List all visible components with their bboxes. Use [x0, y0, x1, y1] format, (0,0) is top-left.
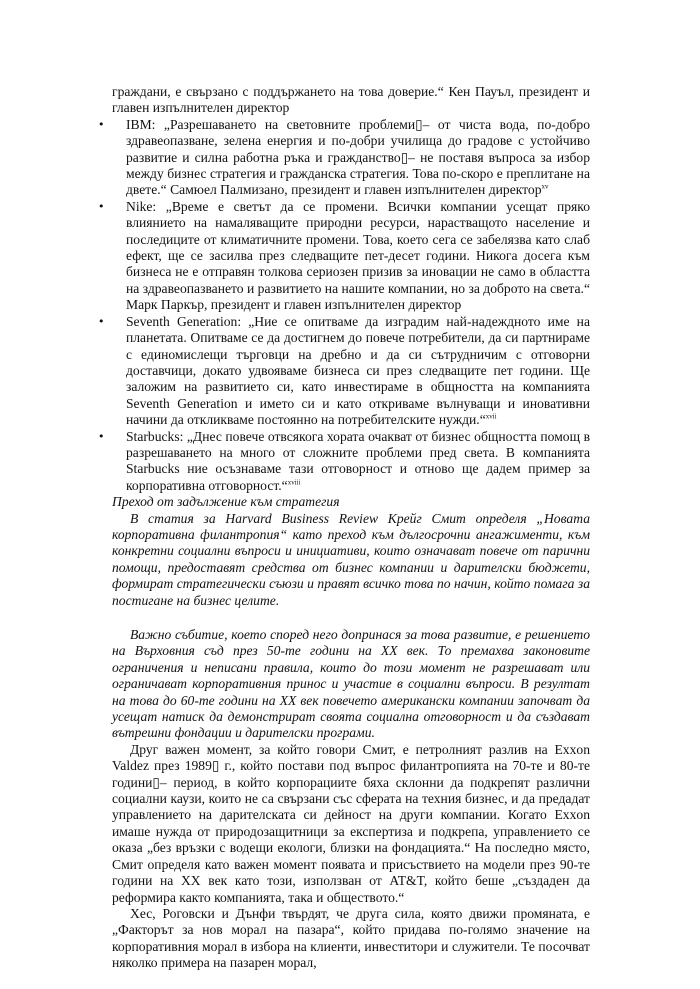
endnote-marker: xviii — [287, 478, 301, 487]
paragraph-regular-1: Друг важен момент, за който говори Смит, е петролният разлив на Exxon Valdez през 1989▯ г., който постави под въпрос филантропията на 70-те и 80-те години▯– период, в който корпорациите бяха склонни да подкрепят различни социални каузи, които не са свързани със сферата на техния бизнес, и да предадат управлението на дарителската си дейност на други компании. Когато Exxon имаше нужда от природозащитници за експертиза и подкрепа, управлението се оказа „без връзки с водещи екологи, близки на фондацията.“ На последно място, Смит определя като важен момент появата и присъствието на модели през 90-те години на XX век като този, използван от AT&T, който беше „създаден да реформира както компанията, така и обществото.“ — [112, 741, 590, 905]
list-item — [98, 313, 590, 429]
paragraph-italic-1: В статия за Harvard Business Review Крейг Смит определя „Новата корпоративна филантропия“ като преход към дългосрочни ангажименти, към конкретни социални въпроси и инициативи, които означават повече от парични помощи, предоставят средства от бизнес компании и дарителски бюджети, формират стратегически съюзи и правят всичко това по начин, който помага за постигане на бизнес целите. — [112, 510, 590, 608]
endnote-marker: xv — [541, 182, 549, 191]
quotes-list — [98, 116, 590, 494]
quote-starbucks: Starbucks: „Днес повече отвсякога хората очакват от бизнес общността помощ в разрешаването на много от сложните проблеми пред света. В компанията Starbucks ние осъзнаваме тази отговорност и отново ще дадем пример за корпоративна отговорност.“ — [126, 428, 590, 493]
list-item — [98, 198, 590, 314]
quote-ibm: IBM: „Разрешаването на световните проблеми▯– от чиста вода, по-добро здравеопазване, зелена енергия и по-добри училища до градове с устойчиво развитие и силна работна ръка и гражданство▯– не поставя въпроса за избор между бизнес стратегия и гражданска стратегия. Това по-скоро е преплитане на двете.“ Самюел Палмизано, президент и главен изпълнителен директор — [126, 116, 590, 198]
paragraph-gap — [112, 609, 590, 627]
list-item — [98, 428, 590, 495]
intro-paragraph — [112, 84, 590, 117]
bullet-icon: • — [98, 314, 105, 328]
bullet-icon: • — [98, 117, 105, 131]
paragraph-regular-2: Хес, Роговски и Дънфи твърдят, че друга сила, която движи промяната, е „Факторът за нов морал на пазара“, който придава по-голямо значение на корпоративния морал в избора на клиенти, инвеститори и служители. Те посочват няколко примера на пазарен морал, — [112, 905, 590, 971]
list-item — [98, 116, 590, 199]
bullet-icon: • — [98, 429, 105, 443]
quote-seventh-generation: Seventh Generation: „Ние се опитваме да изградим най-надеждното име на планетата. Опитваме се да достигнем до повече потребители, да си партнираме с единомислещи търговци на дребно и да си сътрудничим с отговорни доставчици, докато удвояваме бизнеса си през следващите пет години. Ще заложим на развитието си, като инвестираме в общността на компанията Seventh Generation и името си и като откриваме вълнуващи и иновативни начини да откликваме постоянно на потребителските нужди.“ — [126, 313, 590, 428]
section-heading: Преход от задължение към стратегия — [112, 494, 340, 510]
text-body — [98, 84, 590, 972]
paragraph-italic-2: Важно събитие, което според него допринася за това развитие, е решението на Върховния съд през 50-те години на XX век. То премахва законовите ограничения и неписани правила, които до този момент не разрешават или ограничават корпоративния принос и участие в социални въпроси. В резултат на това до 60-те години на XX век повечето американски компании започват да усещат натиск да демонстрират своята социална отговорност и да създават вътрешни фондации и дарителски програми. — [112, 627, 590, 741]
endnote-marker: xvii — [485, 412, 497, 421]
quote-nike: Nike: „Време е светът да се промени. Всички компании усещат пряко влиянието на намаляващите природни ресурси, нарастващото население и последиците от климатичните промени. Това, което сега се забелязва като слаб ефект, ще се засилва през следващите пет-десет години. Никога досега към бизнеса не е отправян толкова сериозен призив за иновации не само в областта на здравеопазването и развитието на нашите компании, но за доброто на света.“ Марк Паркър, президент и главен изпълнителен директор — [126, 198, 590, 313]
bullet-icon: • — [98, 199, 105, 213]
intro-text: граждани, е свързано с поддържането на това доверие.“ Кен Пауъл, президент и главен изпълнителен директор — [112, 84, 590, 116]
